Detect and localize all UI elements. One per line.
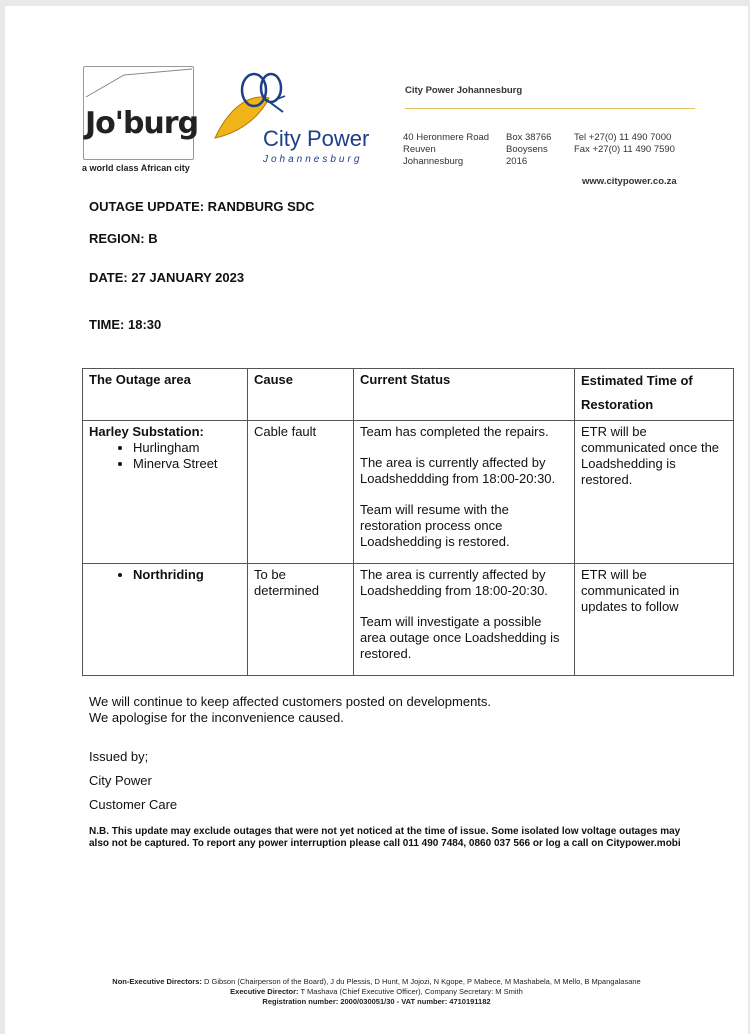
table-header-row <box>83 369 734 421</box>
header-cause: Cause <box>248 369 354 421</box>
company-name: City Power Johannesburg <box>405 85 523 96</box>
postal-address <box>506 132 551 168</box>
tagline: a world class African city <box>82 163 190 173</box>
joburg-logo-text: Jo'burg <box>85 106 199 141</box>
status-text: The area is currently affected by Loadshedding from 18:00-20:30. <box>360 567 548 598</box>
header-current-status: Current Status <box>354 369 575 421</box>
table-row <box>83 421 734 564</box>
outage-table <box>82 368 734 676</box>
exec-names: T Mashava (Chief Executive Officer), Company Secretary: M Smith <box>300 987 523 996</box>
nonexec-names: D Gibson (Chairperson of the Board), J du Plessis, D Hunt, M Jojozi, N Kgope, P Mabece, M Mashabela, M Mello, B Mpangalasane <box>203 977 641 986</box>
street-address <box>403 132 489 168</box>
list-item: • Hurlingham <box>133 440 241 456</box>
footer-exec <box>5 987 748 997</box>
issuer-name: City Power <box>89 773 152 788</box>
status-text: Team has completed the repairs. <box>360 424 549 439</box>
status-text: Team will resume with the restoration process once Loadshedding is restored. <box>360 502 510 549</box>
address-line: 40 Heronmere Road <box>403 132 490 143</box>
status-text: Team will investigate a possible area outage once Loadshedding is restored. <box>360 614 560 661</box>
list-item: • Minerva Street <box>133 456 241 472</box>
footer-nonexec <box>5 977 748 987</box>
fax-line: Fax +27(0) 11 490 7590 <box>574 144 675 155</box>
region-label: REGION: B <box>89 231 158 246</box>
website-link[interactable]: www.citypower.co.za <box>582 176 677 187</box>
address-line: Reuven <box>403 144 436 155</box>
status-cell <box>354 564 575 676</box>
cause-cell: Cable fault <box>248 421 354 564</box>
area-list <box>89 440 241 472</box>
header-etr-label: Estimated Time of Restoration <box>581 373 693 412</box>
time-label: TIME: 18:30 <box>89 317 162 332</box>
phone-line: Tel +27(0) 11 490 7000 <box>574 132 672 143</box>
postal-line: Booysens <box>506 144 548 155</box>
closing-line-1: We will continue to keep affected customers posted on developments. <box>89 694 492 709</box>
etr-cell: ETR will be communicated in updates to follow <box>575 564 734 676</box>
status-cell <box>354 421 575 564</box>
city-power-logo-text: City Power <box>263 126 370 151</box>
postal-line: Box 38766 <box>506 132 552 143</box>
cause-cell: To be determined <box>248 564 354 676</box>
postal-line: 2016 <box>506 156 528 167</box>
issuer-department: Customer Care <box>89 797 178 812</box>
city-power-logo-subtext: Johannesburg <box>263 154 363 165</box>
outage-area-cell <box>83 564 248 676</box>
area-title: Harley Substation: <box>89 424 204 439</box>
page-title: OUTAGE UPDATE: RANDBURG SDC <box>89 199 315 214</box>
issued-by: Issued by; <box>89 749 149 764</box>
etr-cell: ETR will be communicated once the Loadshedding is restored. <box>575 421 734 564</box>
outage-area-cell <box>83 421 248 564</box>
status-text: The area is currently affected by Loadsheddding from 18:00-20:30. <box>360 455 556 486</box>
header-divider <box>405 108 695 109</box>
closing-line-2: We apologise for the inconvenience caused. <box>89 710 344 725</box>
list-item: • Northriding <box>133 567 241 583</box>
header-outage-area: The Outage area <box>83 369 248 421</box>
area-list <box>89 567 241 583</box>
document-page <box>5 6 748 1034</box>
table-row <box>83 564 734 676</box>
date-label: DATE: 27 JANUARY 2023 <box>89 270 245 285</box>
phone-numbers <box>574 132 675 156</box>
footer-registration: Registration number: 2000/030051/30 - VAT number: 4710191182 <box>262 997 491 1006</box>
nonexec-label: Non-Executive Directors: <box>112 977 202 986</box>
address-line: Johannesburg <box>403 156 464 167</box>
header-etr <box>575 369 734 421</box>
exec-label: Executive Director: <box>230 987 299 996</box>
disclaimer-note: N.B. This update may exclude outages that were not yet noticed at the time of issue. Some isolated low voltage outages may also not be captured. To report any power interruption please call 011 490 7484, 0860 037 566 or log a call on Citypower.mobi <box>89 826 681 849</box>
